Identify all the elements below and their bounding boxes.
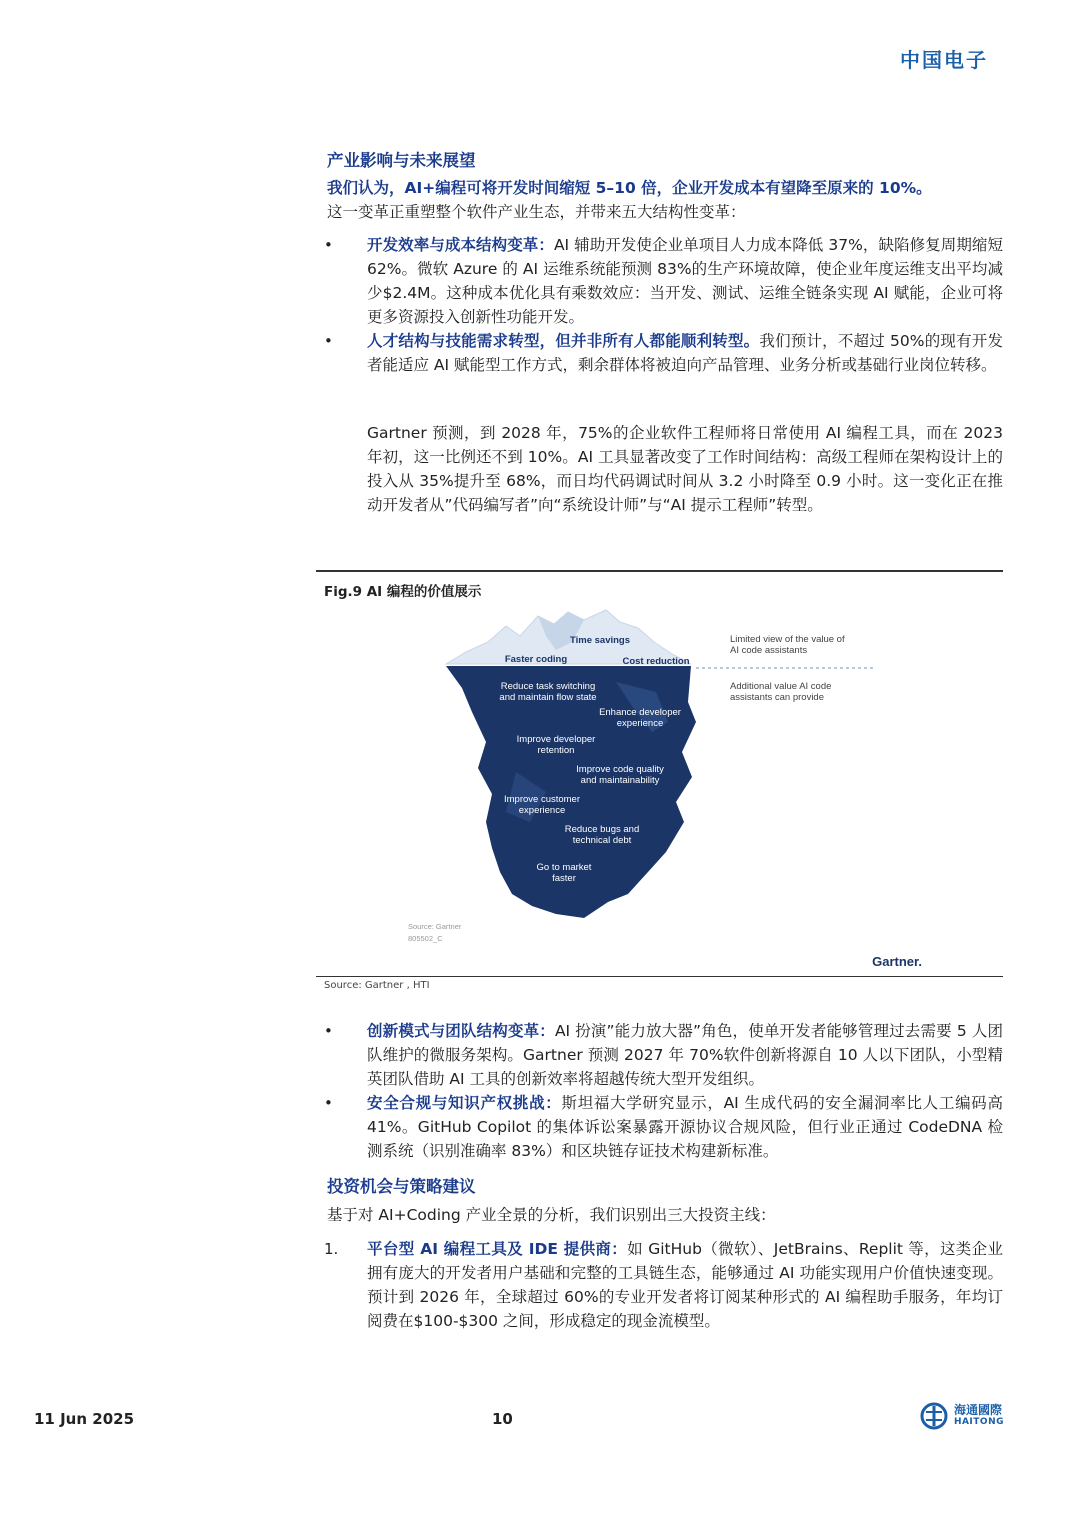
figure-inner-source: Source: Gartner	[408, 922, 462, 931]
intro-paragraph: 这一变革正重塑整个软件产业生态，并带来五大结构性变革：	[327, 203, 746, 221]
figure-inner-id: 805502_C	[408, 934, 443, 943]
item-title: 平台型 AI 编程工具及 IDE 提供商：	[367, 1240, 628, 1258]
header-title: 中国电子	[900, 48, 988, 72]
bullet-icon: •	[324, 1022, 333, 1040]
page-number: 10	[492, 1410, 513, 1428]
invest-intro: 基于对 AI+Coding 产业全景的分析，我们识别出三大投资主线：	[327, 1206, 776, 1224]
bullet-title: 创新模式与团队结构变革：	[367, 1022, 555, 1040]
bullet-text: AI 辅助开发使企业单项目人力成本降低 37%，缺陷修复周期缩短 62%。微软 Azure 的 AI 运维系统能预测 83%的生产环境故障，使企业年度运维支出平均减少$2.4M。这种成本优化具有乘数效应：当开发、测试、运维全链条实现 AI 赋能，企业可将更多资源投入创新性功能开发。	[367, 236, 1003, 326]
bullet-text: 斯坦福大学研究显示，AI 生成代码的安全漏洞率比人工编码高 41%。GitHub Copilot 的集体诉讼案暴露开源协议合规风险，但行业正通过 CodeDNA 检测系统（识别准确率 83%）和区块链存证技术构建新标准。	[367, 1094, 1003, 1160]
list-item	[324, 1091, 1003, 1163]
gartner-brand: Gartner.	[872, 954, 922, 969]
gartner-paragraph: Gartner 预测，到 2028 年，75%的企业软件工程师将日常使用 AI 编程工具，而在 2023 年初，这一比例还不到 10%。AI 工具显著改变了工作时间结构：高级工程师在架构设计上的投入从 35%提升至 68%，而日均代码调试时间从 3.2 小时降至 0.9 小时。这一变化正在推动开发者从”代码编写者”向“系统设计师”与“AI 提示工程师”转型。	[367, 424, 1003, 514]
haitong-logo-icon	[920, 1402, 948, 1430]
list-number: 1.	[324, 1240, 339, 1258]
numbered-list	[324, 1237, 1003, 1333]
lead-statement: 我们认为，AI+编程可将开发时间缩短 5–10 倍，企业开发成本有望降至原来的 10%。	[327, 179, 932, 197]
label-faster-coding: Faster coding	[504, 654, 568, 665]
note-additional-value: Additional value AI code assistants can provide	[730, 681, 832, 703]
section-title-invest: 投资机会与策略建议	[327, 1177, 476, 1196]
note-limited-view: Limited view of the value of AI code assistants	[730, 634, 845, 656]
figure-source: Source: Gartner , HTI	[324, 980, 430, 991]
label-cost-reduction: Cost reduction	[622, 656, 690, 667]
haitong-logo	[920, 1402, 1004, 1430]
list-item	[324, 1237, 1003, 1333]
logo-text-cn: 海通國際	[953, 1403, 1002, 1417]
bullet-icon: •	[324, 332, 333, 350]
bullet-text: AI 扮演”能力放大器”角色，使单开发者能够管理过去需要 5 人团队维护的微服务架构。Gartner 预测 2027 年 70%软件创新将源自 10 人以下团队，小型精英团队借助 AI 工具的创新效率将超越传统大型开发组织。	[367, 1022, 1003, 1088]
label-go-to-market: Go to market faster	[536, 862, 592, 884]
bullet-icon: •	[324, 1094, 333, 1112]
label-time-savings: Time savings	[569, 635, 631, 646]
footer-date: 11 Jun 2025	[34, 1410, 135, 1428]
bullet-list-1	[324, 233, 1003, 377]
logo-text-en: HAITONG	[953, 1417, 1004, 1427]
label-customer-exp: Improve customer experience	[503, 794, 581, 816]
label-code-quality: Improve code quality and maintainability	[576, 764, 664, 786]
bullet-text: 我们预计，不超过 50%的现有开发者能适应 AI 赋能型工作方式，剩余群体将被迫向产品管理、业务分析或基础行业岗位转移。	[367, 332, 1003, 374]
bullet-icon: •	[324, 236, 333, 254]
label-reduce-switching: Reduce task switching and maintain flow state	[499, 681, 597, 703]
figure-title: Fig.9 AI 编程的价值展示	[324, 584, 482, 600]
iceberg-figure	[316, 572, 1003, 972]
list-item	[324, 233, 1003, 329]
label-enhance-dev-exp: Enhance developer experience	[599, 707, 681, 729]
label-reduce-bugs: Reduce bugs and technical debt	[564, 824, 640, 846]
list-item	[324, 329, 1003, 377]
list-item	[324, 1019, 1003, 1091]
item-text: 如 GitHub（微软）、JetBrains、Replit 等，这类企业拥有庞大的开发者用户基础和完整的工具链生态，能够通过 AI 功能实现用户价值快速变现。预计到 2026 年，全球超过 60%的专业开发者将订阅某种形式的 AI 编程助手服务，年均订阅费在$100-$300 之间，形成稳定的现金流模型。	[367, 1240, 1003, 1330]
section-title-impact: 产业影响与未来展望	[327, 151, 476, 170]
bullet-title: 开发效率与成本结构变革：	[367, 236, 554, 254]
figure-frame	[316, 570, 1003, 977]
bullet-title: 安全合规与知识产权挑战：	[367, 1094, 562, 1112]
label-improve-retention: Improve developer retention	[516, 734, 596, 756]
bullet-title: 人才结构与技能需求转型，但并非所有人都能顺利转型。	[367, 332, 760, 350]
bullet-list-2	[324, 1019, 1003, 1163]
